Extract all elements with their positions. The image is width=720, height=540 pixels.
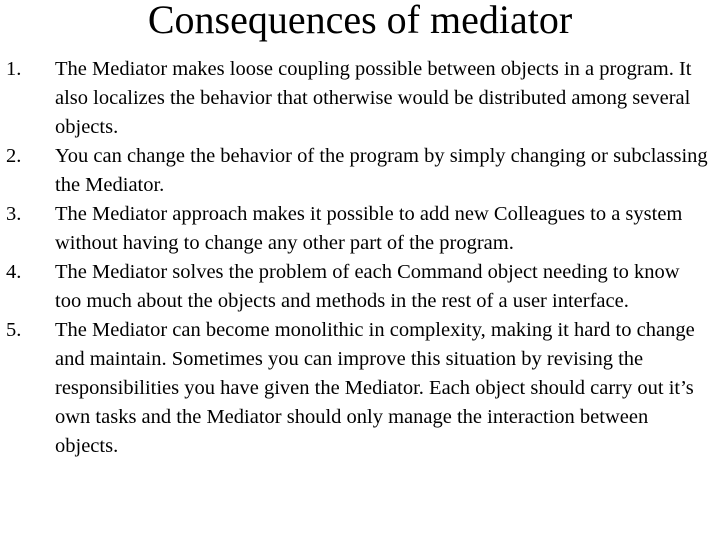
list-item-number: 2.: [6, 145, 22, 167]
list-item: [0, 316, 720, 461]
list-item-number: 1.: [6, 58, 22, 80]
list-item-text: The Mediator approach makes it possible to add new Colleagues to a system without having to change any other part of the program.: [55, 203, 683, 254]
numbered-list: [0, 55, 720, 461]
list-item: [0, 200, 720, 258]
list-item-number: 5.: [6, 319, 22, 341]
list-item-number: 4.: [6, 261, 22, 283]
list-item-number: 3.: [6, 203, 22, 225]
slide-title: Consequences of mediator: [147, 0, 573, 42]
list-item-text: The Mediator makes loose coupling possible between objects in a program. It also localizes the behavior that otherwise would be distributed among several objects.: [55, 58, 692, 138]
list-item: [0, 55, 720, 142]
list-item: [0, 258, 720, 316]
list-item-text: The Mediator can become monolithic in complexity, making it hard to change and maintain. Sometimes you can improve this situation by revising the responsibilities you have given the Mediator. Each object should carry out it’s own tasks and the Mediator should only manage the interaction between objects.: [55, 319, 695, 457]
list-item: [0, 142, 720, 200]
list-item-text: You can change the behavior of the program by simply changing or subclassing the Mediator.: [55, 145, 708, 196]
list-item-text: The Mediator solves the problem of each Command object needing to know too much about the objects and methods in the rest of a user interface.: [55, 261, 680, 312]
